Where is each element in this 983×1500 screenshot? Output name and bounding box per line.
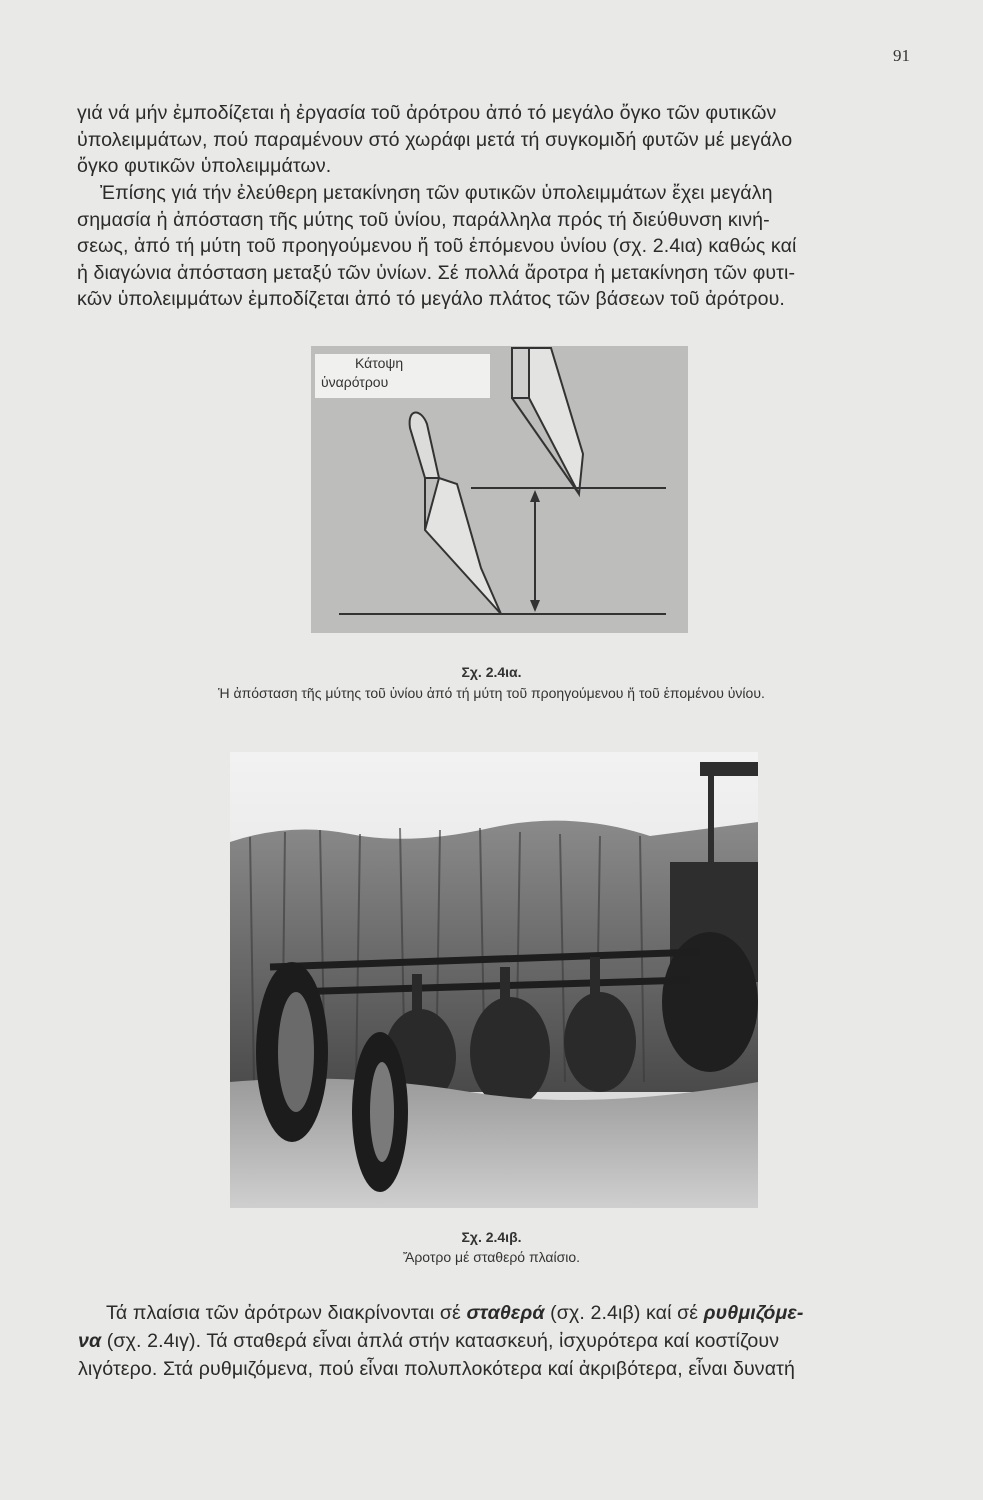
paragraph-line: κῶν ὑπολειμμάτων ἐμποδίζεται ἀπό τό μεγάλο πλάτος τῶν βάσεων τοῦ ἀρότρου. (77, 288, 785, 310)
figure-1-caption: Ἡ ἀπόσταση τῆς μύτης τοῦ ὑνίου ἀπό τή μύτη τοῦ προηγούμενου ἤ τοῦ ἑπομένου ὑνίου. (218, 685, 765, 701)
paragraph-line (78, 1327, 926, 1355)
page-number: 91 (893, 46, 910, 65)
plough-bodies (384, 957, 636, 1107)
diagram-label (315, 354, 490, 398)
emphasized-term: να (78, 1330, 102, 1352)
paragraph-line: σημασία ἡ ἀπόσταση τῆς μύτης τοῦ ὑνίου, παράλληλα πρός τή διεύθυνση κινή- (77, 208, 770, 231)
paragraph-2 (77, 180, 917, 313)
plough-photograph (230, 752, 758, 1208)
text-span: Τά πλαίσια τῶν ἀρότρων διακρίνονται σέ (106, 1302, 467, 1324)
diagram-label-line: ὑναρότρου (321, 374, 389, 390)
plough-plan-diagram (311, 346, 688, 633)
paragraph-line: ὄγκο φυτικῶν ὑπολειμμάτων. (77, 155, 332, 177)
figure-2-caption: Ἄροτρο μέ σταθερό πλαίσιο. (402, 1249, 581, 1265)
paragraph-3 (78, 1299, 926, 1383)
text-span: (σχ. 2.4ιγ). Τά σταθερά εἶναι ἁπλά στήν κατασκευή, ἰσχυρότερα καί κοστίζουν (101, 1330, 780, 1352)
paragraph-line: ἡ διαγώνια ἀπόσταση μεταξύ τῶν ὑνίων. Σέ πολλά ἄροτρα ἡ μετακίνηση τῶν φυτι- (77, 261, 796, 284)
plough-photo-drawing (230, 752, 758, 1208)
figure-1-number: Σχ. 2.4ια. (461, 664, 522, 680)
figure-2-number: Σχ. 2.4ιβ. (461, 1229, 522, 1245)
emphasized-term: ρυθμιζόμε- (703, 1302, 804, 1324)
paragraph-line (106, 1299, 926, 1327)
paragraph-line: λιγότερο. Στά ρυθμιζόμενα, πού εἶναι πολυπλοκότερα καί ἀκριβότερα, εἶναι δυνατή (78, 1358, 795, 1380)
paragraph-line: Ἐπίσης γιά τήν ἐλεύθερη μετακίνηση τῶν φυτικῶν ὑπολειμμάτων ἔχει μεγάλη (100, 182, 773, 204)
diagram-label-line: Κάτοψη (355, 355, 404, 371)
paragraph-1 (77, 100, 917, 180)
text-span: (σχ. 2.4ιβ) καί σέ (544, 1302, 704, 1324)
emphasized-term: σταθερά (466, 1302, 545, 1324)
paragraph-line: σεως, ἀπό τή μύτη τοῦ προηγούμενου ἤ τοῦ ἑπόμενου ὑνίου (σχ. 2.4ια) καθώς καί (77, 235, 797, 257)
paragraph-line: γιά νά μήν ἐμποδίζεται ἡ ἐργασία τοῦ ἀρότρου ἀπό τό μεγάλο ὄγκο τῶν φυτικῶν (77, 102, 777, 124)
paragraph-line: ὑπολειμμάτων, πού παραμένουν στό χωράφι μετά τή συγκομιδή φυτῶν μέ μεγάλο (77, 128, 793, 151)
